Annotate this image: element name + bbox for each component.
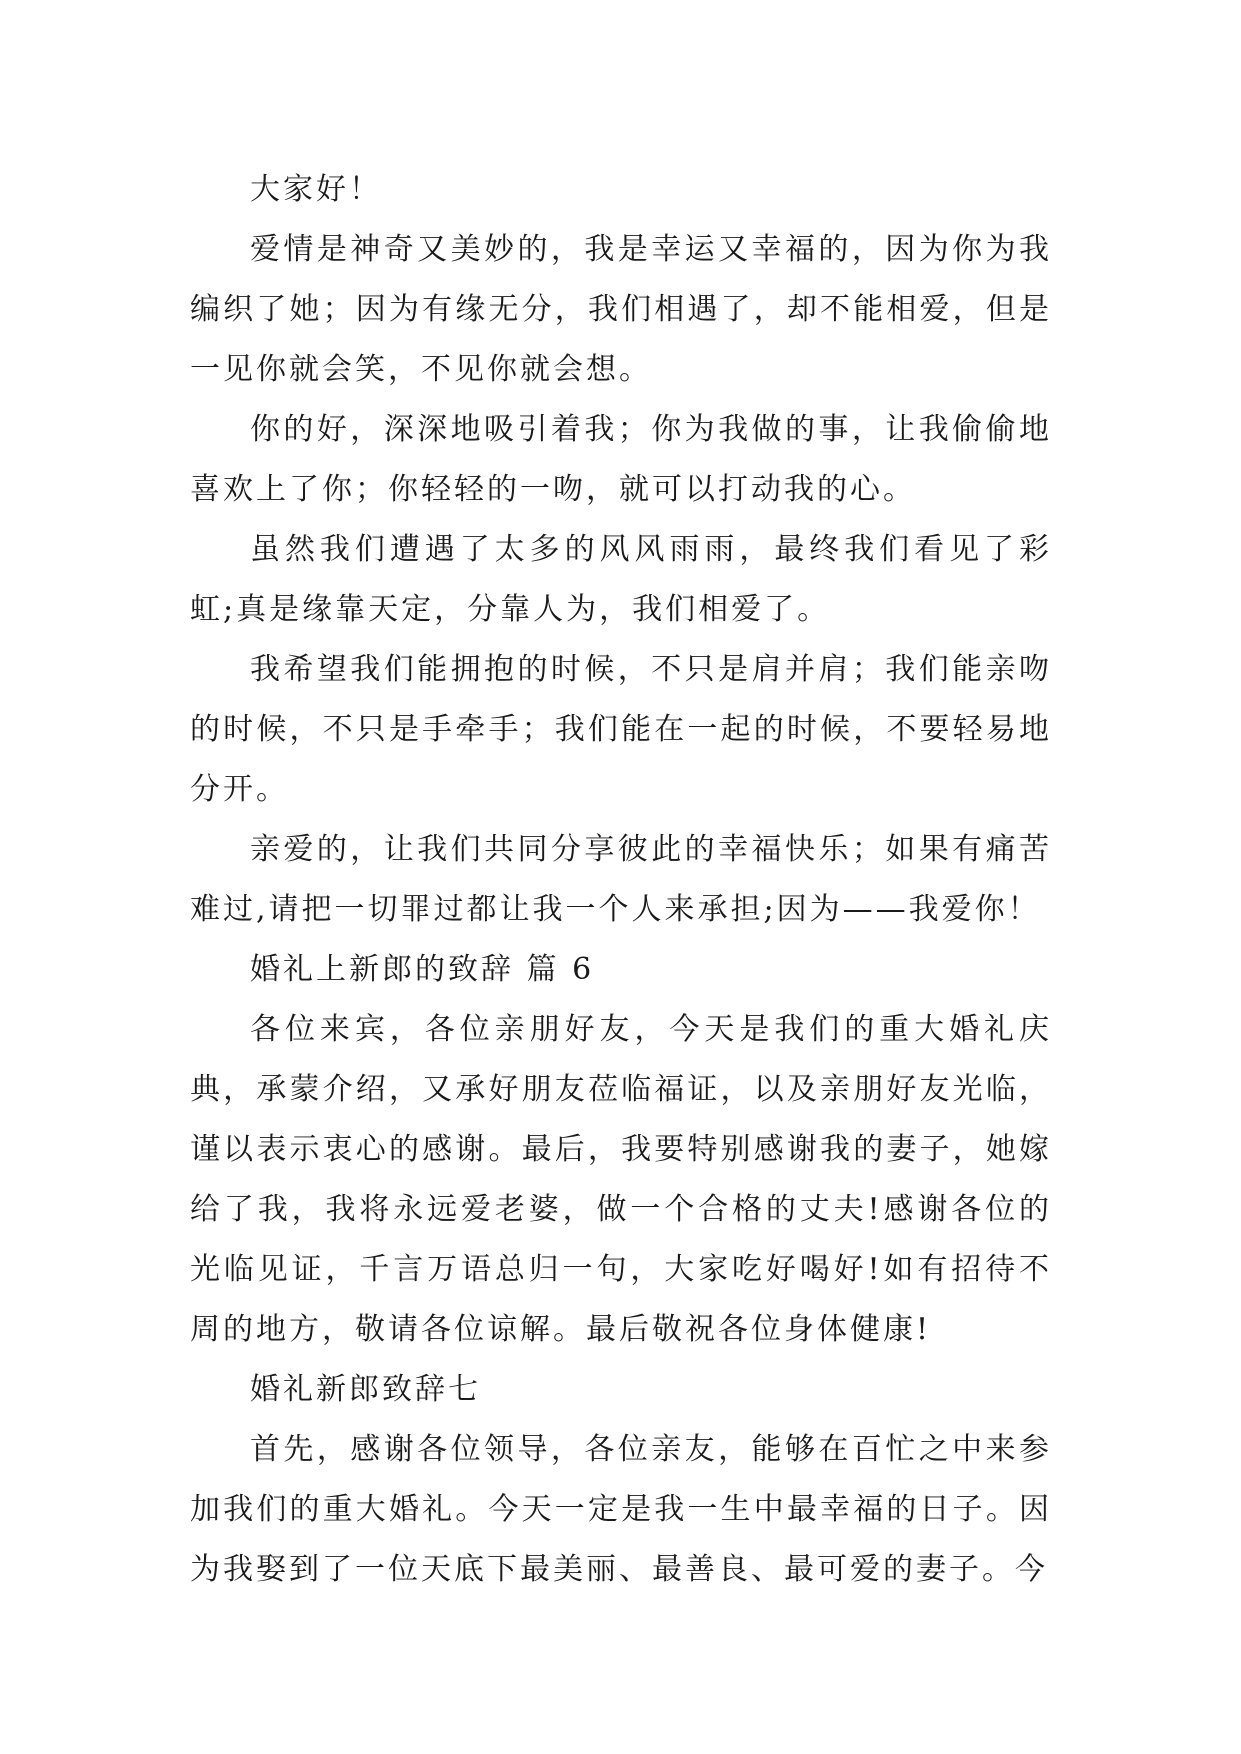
section-heading: 婚礼上新郎的致辞 篇 6 — [250, 952, 595, 987]
paragraph: 爱情是神奇又美妙的，我是幸运又幸福的，因为你为我编织了她；因为有缘无分，我们相遇了，却不能相爱，但是一见你就会笑，不见你就会想。 — [190, 232, 1052, 387]
paragraph: 各位来宾，各位亲朋好友，今天是我们的重大婚礼庆典，承蒙介绍，又承好朋友莅临福证，以及亲朋好友光临，谨以表示衷心的感谢。最后，我要特别感谢我的妻子，她嫁给了我，我将永远爱老婆，做一个合格的丈夫!感谢各位的光临见证，千言万语总归一句，大家吃好喝好!如有招待不周的地方，敬请各位谅解。最后敬祝各位身体健康! — [190, 1012, 1052, 1347]
paragraph: 亲爱的，让我们共同分享彼此的幸福快乐；如果有痛苦难过,请把一切罪过都让我一个人来承担;因为——我爱你！ — [190, 832, 1052, 927]
paragraph: 你的好，深深地吸引着我；你为我做的事，让我偷偷地喜欢上了你；你轻轻的一吻，就可以打动我的心。 — [190, 412, 1052, 507]
paragraph-greeting: 大家好！ — [250, 172, 382, 207]
paragraph: 虽然我们遭遇了太多的风风雨雨，最终我们看见了彩虹;真是缘靠天定，分靠人为，我们相爱了。 — [190, 532, 1052, 627]
paragraph: 我希望我们能拥抱的时候，不只是肩并肩；我们能亲吻的时候，不只是手牵手；我们能在一起的时候，不要轻易地分开。 — [190, 652, 1052, 807]
paragraph: 首先，感谢各位领导，各位亲友，能够在百忙之中来参加我们的重大婚礼。今天一定是我一生中最幸福的日子。因为我娶到了一位天底下最美丽、最善良、最可爱的妻子。今 — [190, 1432, 1052, 1587]
section-heading: 婚礼新郎致辞七 — [250, 1372, 481, 1407]
document-body — [190, 160, 1052, 1600]
